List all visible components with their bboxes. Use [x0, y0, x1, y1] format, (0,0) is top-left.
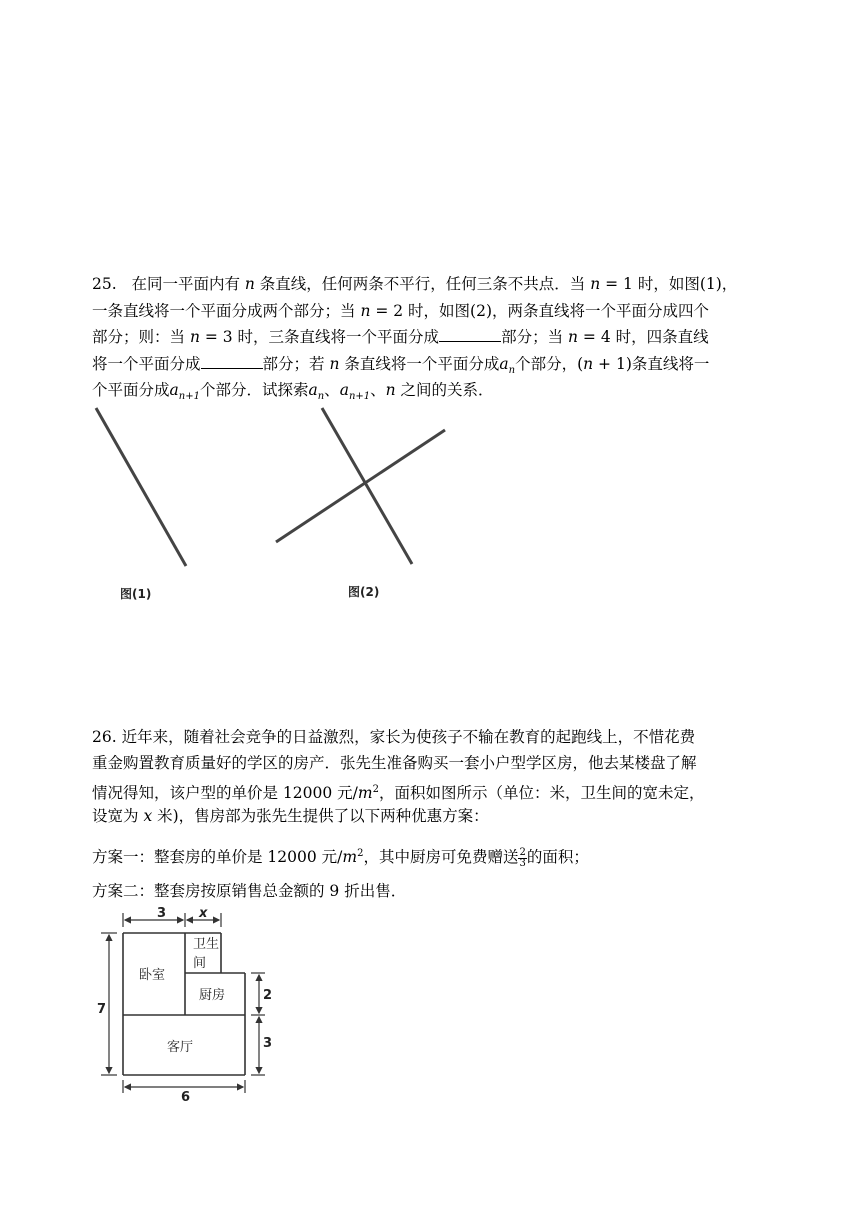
- fraction-two-thirds: $\frac{2}{3}$: [519, 846, 526, 869]
- q26-line-1: 26. 近年来，随着社会竞争的日益激烈，家长为使孩子不输在教育的起跑线上，不惜花费: [92, 728, 696, 746]
- room-bathroom-label-2: 间: [193, 956, 207, 971]
- q25-line-5: 个平面分成$a_{n+1}$个部分．试探索$a_n$、$a_{n+1}$、n 之间的关系．: [92, 381, 494, 403]
- q26-line-4: 设宽为 x 米)，售房部为张先生提供了以下两种优惠方案：: [92, 807, 489, 825]
- fig1-line: [96, 408, 186, 566]
- plan-two: 方案二：整套房按原销售总金额的 9 折出售．: [92, 882, 407, 900]
- q25-line-3: 部分；则：当 n = 3 时，三条直线将一个平面分成 部分；当 n = 4 时，四条直线: [92, 328, 709, 346]
- q25-line-4: 将一个平面分成 部分；若 n 条直线将一个平面分成$a_n$个部分，(n + 1)条直线将一: [92, 355, 710, 377]
- q25-line-1: 25. 在同一平面内有 n 条直线，任何两条不平行，任何三条不共点．当 n = 1 时，如图(1)，: [92, 275, 738, 293]
- answer-blank-2[interactable]: [201, 354, 263, 369]
- answer-blank-1[interactable]: [439, 327, 501, 342]
- q25-line-2: 一条直线将一个平面分成两个部分；当 n = 2 时，如图(2)，两条直线将一个平面分成四个: [92, 302, 710, 320]
- plan-one: 方案一：整套房的单价是 12000 元$/m^2$，其中厨房可免费赠送 $\frac{2}{3}$ 的面积；: [92, 846, 589, 869]
- fig1-caption: 图(1): [120, 587, 152, 601]
- dim-right-upper: 2: [263, 988, 273, 1003]
- q25-number: 25.: [92, 275, 117, 293]
- fig2-line-b: [276, 430, 445, 542]
- floor-plan: [95, 905, 285, 1105]
- dim-left: 7: [97, 1002, 107, 1017]
- dim-top-right: x: [199, 906, 208, 921]
- dim-top-left: 3: [157, 906, 167, 921]
- q26-line-2: 重金购置教育质量好的学区的房产．张先生准备购买一套小户型学区房，他去某楼盘了解: [92, 754, 697, 772]
- room-living-label: 客厅: [167, 1040, 194, 1055]
- q26-line-3: 情况得知，该户型的单价是 12000 元$/m^2$，面积如图所示（单位：米，卫生间的宽未定，: [92, 784, 705, 803]
- dim-bottom: 6: [181, 1090, 191, 1105]
- figure-2: [272, 402, 452, 577]
- dim-right-lower: 3: [263, 1036, 273, 1051]
- room-bathroom-label-1: 卫生: [193, 937, 220, 952]
- fig2-caption: 图(2): [348, 585, 380, 599]
- figure-1: [90, 402, 210, 577]
- room-bedroom-label: 卧室: [139, 968, 166, 983]
- room-kitchen-label: 厨房: [199, 988, 226, 1003]
- fig2-line-a: [322, 408, 412, 564]
